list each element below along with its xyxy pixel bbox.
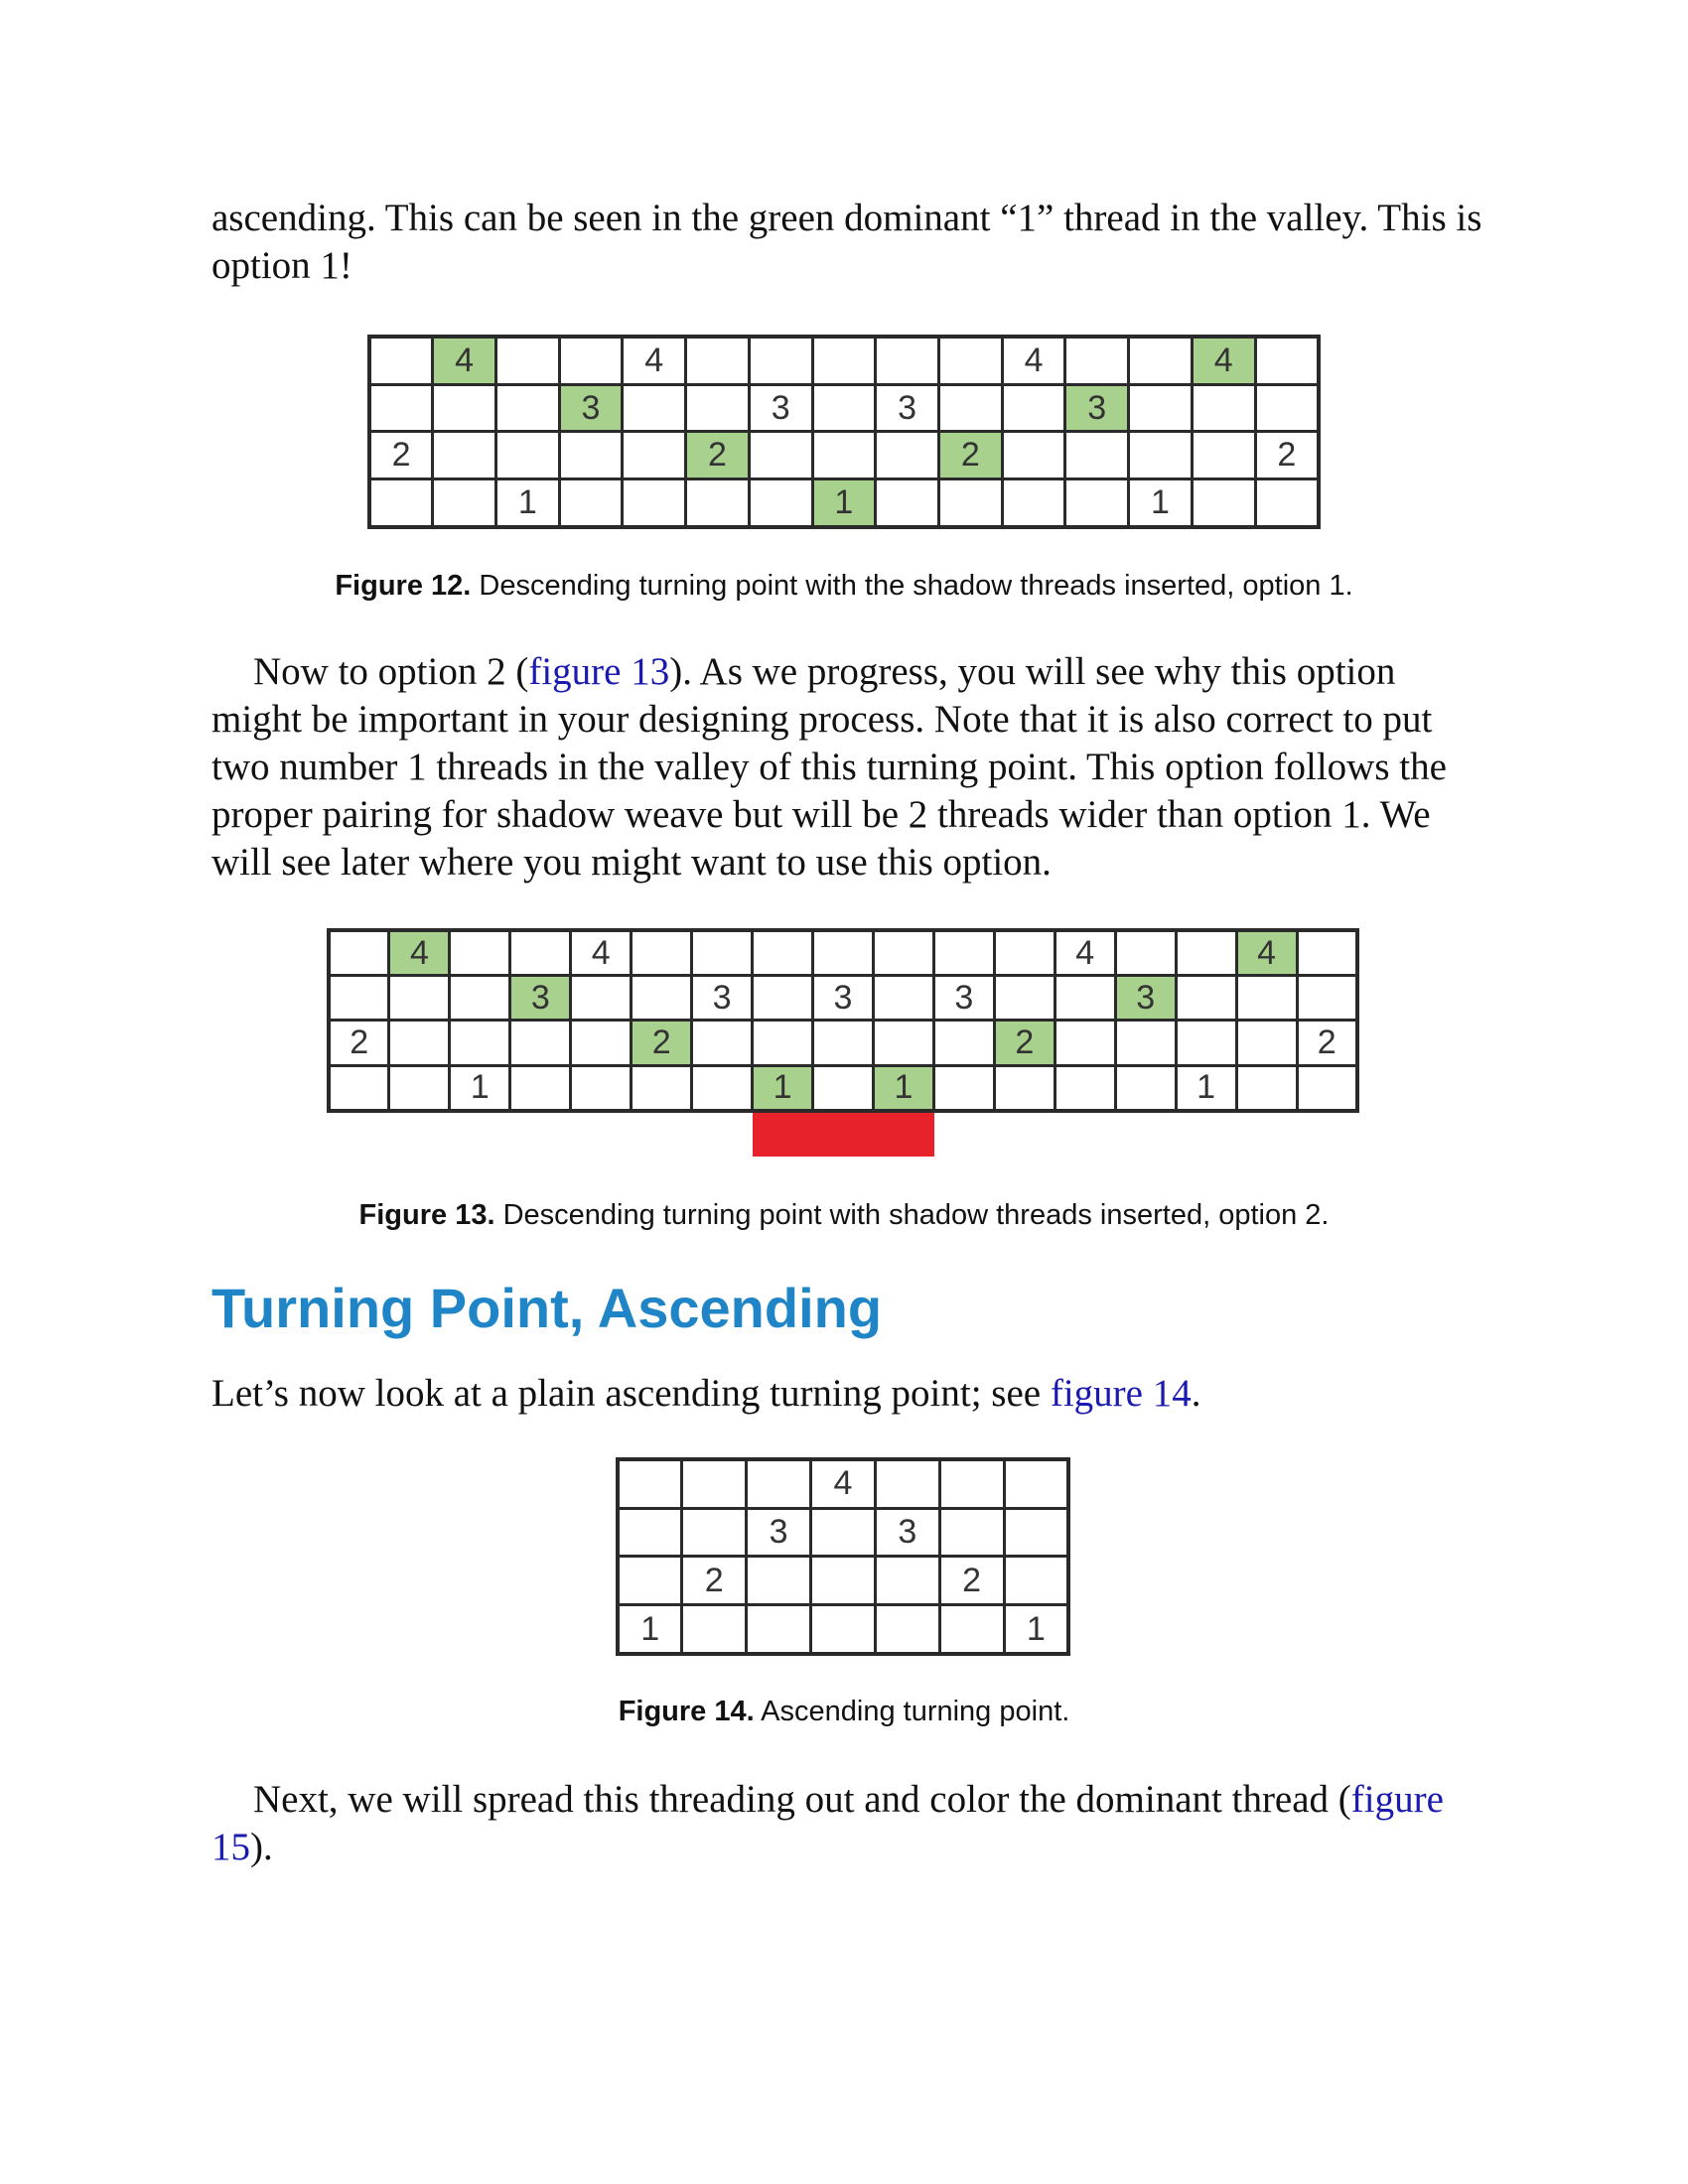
- grid-cell: [1115, 930, 1176, 976]
- grid-cell: [994, 1065, 1055, 1111]
- figure-14-threading-grid: [616, 1457, 1070, 1656]
- grid-cell: [450, 1021, 510, 1065]
- grid-cell: 4: [811, 1459, 876, 1508]
- grid-cell: [369, 479, 433, 527]
- grid-cell: [559, 337, 623, 384]
- grid-cell: [875, 1605, 939, 1654]
- grid-cell: [933, 930, 994, 976]
- grid-cell: 2: [1297, 1021, 1357, 1065]
- grid-cell: [510, 1065, 571, 1111]
- grid-cell: [1192, 479, 1255, 527]
- grid-cell: [1055, 976, 1115, 1021]
- grid-cell: [692, 1065, 753, 1111]
- grid-cell: [692, 930, 753, 976]
- grid-cell: 2: [994, 1021, 1055, 1065]
- grid-cell: [1297, 976, 1357, 1021]
- grid-cell: [1255, 337, 1319, 384]
- paragraph-text: Next, we will spread this threading out and color the dominant thread (: [253, 1778, 1351, 1821]
- grid-cell: [1255, 479, 1319, 527]
- grid-cell: [389, 1021, 450, 1065]
- grid-cell: [1065, 432, 1129, 479]
- grid-cell: [994, 976, 1055, 1021]
- grid-cell: 4: [1055, 930, 1115, 976]
- grid-cell: [682, 1508, 747, 1557]
- grid-cell: [571, 1021, 632, 1065]
- grid-cell: 2: [939, 1557, 1004, 1605]
- grid-cell: [571, 1065, 632, 1111]
- grid-cell: [1004, 1459, 1068, 1508]
- grid-cell: [938, 384, 1002, 432]
- grid-cell: 2: [686, 432, 750, 479]
- grid-cell: [939, 1605, 1004, 1654]
- paragraph-text: ascending. This can be seen in the green dominant “1” thread in the valley. This is option 1!: [211, 197, 1482, 287]
- grid-cell: [873, 1021, 933, 1065]
- grid-cell: [369, 337, 433, 384]
- grid-cell: [812, 432, 876, 479]
- grid-cell: [1236, 976, 1297, 1021]
- grid-cell: [1236, 1021, 1297, 1065]
- grid-cell: [753, 976, 813, 1021]
- grid-cell: 4: [1002, 337, 1065, 384]
- figure-14-caption: [0, 1694, 1688, 1729]
- grid-cell: [811, 1508, 876, 1557]
- grid-cell: [1129, 384, 1193, 432]
- grid-cell: [876, 479, 939, 527]
- grid-cell: [1115, 1021, 1176, 1065]
- grid-cell: [812, 384, 876, 432]
- grid-cell: [994, 930, 1055, 976]
- paragraph-text: Let’s now look at a plain ascending turning point; see: [211, 1372, 1051, 1415]
- grid-cell: [559, 479, 623, 527]
- grid-cell: [753, 930, 813, 976]
- grid-cell: 3: [749, 384, 812, 432]
- grid-cell: [389, 1065, 450, 1111]
- grid-cell: [939, 1508, 1004, 1557]
- grid-cell: 2: [1255, 432, 1319, 479]
- grid-cell: [495, 337, 559, 384]
- caption-text: Descending turning point with shadow threads inserted, option 2.: [502, 1199, 1330, 1231]
- grid-cell: [813, 1065, 874, 1111]
- grid-row: [618, 1605, 1068, 1654]
- grid-row: [369, 337, 1319, 384]
- grid-row: [618, 1508, 1068, 1557]
- grid-cell: [1297, 930, 1357, 976]
- grid-cell: [632, 1065, 692, 1111]
- figure-14-link[interactable]: figure 14: [1050, 1372, 1192, 1415]
- grid-cell: 1: [753, 1065, 813, 1111]
- grid-cell: [495, 432, 559, 479]
- grid-row: [369, 384, 1319, 432]
- grid-cell: [1176, 976, 1236, 1021]
- grid-cell: [433, 384, 496, 432]
- grid-cell: 1: [618, 1605, 682, 1654]
- figure-13-threading-grid: [327, 928, 1359, 1113]
- grid-cell: [450, 976, 510, 1021]
- grid-cell: 3: [510, 976, 571, 1021]
- grid-row: [329, 976, 1357, 1021]
- grid-cell: [682, 1605, 747, 1654]
- figure-12-threading-grid: [367, 335, 1321, 529]
- grid-cell: 3: [1065, 384, 1129, 432]
- grid-cell: [1297, 1065, 1357, 1111]
- caption-text: Ascending turning point.: [761, 1696, 1070, 1727]
- paragraph-text: .: [1191, 1372, 1201, 1415]
- paragraph-ascending-intro: [211, 1370, 1492, 1418]
- grid-cell: 3: [1115, 976, 1176, 1021]
- grid-cell: [632, 976, 692, 1021]
- grid-cell: 4: [433, 337, 496, 384]
- grid-cell: 3: [875, 1508, 939, 1557]
- grid-cell: [571, 976, 632, 1021]
- grid-cell: 1: [873, 1065, 933, 1111]
- grid-cell: [1236, 1065, 1297, 1111]
- grid-cell: [510, 930, 571, 976]
- grid-cell: [875, 1557, 939, 1605]
- grid-cell: [495, 384, 559, 432]
- grid-cell: [329, 976, 389, 1021]
- grid-cell: 1: [812, 479, 876, 527]
- grid-cell: 4: [571, 930, 632, 976]
- grid-cell: 1: [495, 479, 559, 527]
- grid-cell: [939, 1459, 1004, 1508]
- grid-cell: [369, 384, 433, 432]
- grid-row: [329, 1065, 1357, 1111]
- valley-marker-bar: [753, 1113, 934, 1157]
- grid-cell: [875, 1459, 939, 1508]
- grid-cell: [747, 1605, 811, 1654]
- grid-cell: 4: [623, 337, 686, 384]
- grid-cell: [813, 930, 874, 976]
- grid-cell: [329, 930, 389, 976]
- grid-cell: [933, 1021, 994, 1065]
- paragraph-text: Now to option 2 (: [253, 650, 529, 693]
- grid-cell: [1129, 432, 1193, 479]
- figure-15-link[interactable]: figure 15: [211, 1778, 1444, 1868]
- grid-cell: [749, 432, 812, 479]
- grid-cell: [389, 976, 450, 1021]
- figure-12-caption: [0, 568, 1688, 604]
- grid-cell: [753, 1021, 813, 1065]
- grid-cell: [873, 976, 933, 1021]
- grid-cell: 4: [1236, 930, 1297, 976]
- grid-cell: [686, 479, 750, 527]
- grid-cell: [1176, 1021, 1236, 1065]
- grid-cell: [510, 1021, 571, 1065]
- paragraph-option-2: [211, 648, 1492, 887]
- grid-row: [369, 432, 1319, 479]
- grid-cell: [559, 432, 623, 479]
- grid-cell: [813, 1021, 874, 1065]
- grid-cell: [812, 337, 876, 384]
- grid-row: [329, 930, 1357, 976]
- grid-cell: 1: [450, 1065, 510, 1111]
- grid-cell: 4: [389, 930, 450, 976]
- grid-cell: [618, 1459, 682, 1508]
- grid-cell: 1: [1176, 1065, 1236, 1111]
- grid-cell: 2: [682, 1557, 747, 1605]
- grid-cell: [811, 1557, 876, 1605]
- grid-cell: [1255, 384, 1319, 432]
- paragraph-text: ). As we progress, you will see why this option might be important in your designing process. Note that it is also correct to put two number 1 threads in the valley of this turning point. This option follows the proper pairing for shadow weave but will be 2 threads wider than option 1. We will see later where you might want to use this option.: [211, 650, 1447, 884]
- grid-cell: 2: [938, 432, 1002, 479]
- grid-cell: [1055, 1065, 1115, 1111]
- grid-cell: [747, 1459, 811, 1508]
- grid-cell: [1192, 432, 1255, 479]
- grid-cell: [692, 1021, 753, 1065]
- paragraph-option-1: [211, 195, 1492, 290]
- grid-cell: [1176, 930, 1236, 976]
- grid-cell: 1: [1129, 479, 1193, 527]
- caption-text: Descending turning point with the shadow threads inserted, option 1.: [479, 570, 1353, 602]
- grid-row: [329, 1021, 1357, 1065]
- grid-cell: [1004, 1508, 1068, 1557]
- grid-cell: [1002, 432, 1065, 479]
- grid-cell: 2: [369, 432, 433, 479]
- grid-cell: [433, 432, 496, 479]
- grid-cell: [686, 337, 750, 384]
- grid-cell: 2: [632, 1021, 692, 1065]
- grid-cell: [1065, 479, 1129, 527]
- grid-cell: [433, 479, 496, 527]
- grid-cell: 3: [933, 976, 994, 1021]
- figure-13-link[interactable]: figure 13: [528, 650, 670, 693]
- grid-cell: [623, 479, 686, 527]
- grid-cell: [873, 930, 933, 976]
- grid-cell: [876, 337, 939, 384]
- paragraph-text: ).: [250, 1826, 273, 1868]
- grid-cell: [618, 1557, 682, 1605]
- grid-row: [369, 479, 1319, 527]
- grid-cell: [1002, 384, 1065, 432]
- section-heading: Turning Point, Ascending: [211, 1277, 883, 1339]
- grid-cell: 3: [747, 1508, 811, 1557]
- grid-cell: [1129, 337, 1193, 384]
- grid-cell: [1055, 1021, 1115, 1065]
- grid-cell: [618, 1508, 682, 1557]
- grid-cell: [747, 1557, 811, 1605]
- grid-cell: [811, 1605, 876, 1654]
- grid-cell: 3: [559, 384, 623, 432]
- grid-cell: [329, 1065, 389, 1111]
- grid-cell: [1065, 337, 1129, 384]
- figure-13-caption: [0, 1197, 1688, 1233]
- grid-cell: [938, 337, 1002, 384]
- grid-cell: [1115, 1065, 1176, 1111]
- grid-cell: [682, 1459, 747, 1508]
- grid-row: [618, 1557, 1068, 1605]
- grid-cell: [749, 337, 812, 384]
- grid-cell: 3: [813, 976, 874, 1021]
- grid-cell: 2: [329, 1021, 389, 1065]
- grid-cell: 4: [1192, 337, 1255, 384]
- grid-cell: [632, 930, 692, 976]
- grid-cell: [623, 384, 686, 432]
- grid-cell: [1002, 479, 1065, 527]
- grid-cell: 1: [1004, 1605, 1068, 1654]
- grid-row: [618, 1459, 1068, 1508]
- caption-label: Figure 12.: [335, 570, 472, 602]
- grid-cell: 3: [692, 976, 753, 1021]
- grid-cell: 3: [876, 384, 939, 432]
- caption-label: Figure 14.: [618, 1696, 755, 1727]
- grid-cell: [876, 432, 939, 479]
- grid-cell: [686, 384, 750, 432]
- grid-cell: [623, 432, 686, 479]
- paragraph-next-step: [211, 1776, 1492, 1871]
- grid-cell: [450, 930, 510, 976]
- grid-cell: [1004, 1557, 1068, 1605]
- grid-cell: [933, 1065, 994, 1111]
- grid-cell: [749, 479, 812, 527]
- grid-cell: [1192, 384, 1255, 432]
- caption-label: Figure 13.: [358, 1199, 495, 1231]
- grid-cell: [938, 479, 1002, 527]
